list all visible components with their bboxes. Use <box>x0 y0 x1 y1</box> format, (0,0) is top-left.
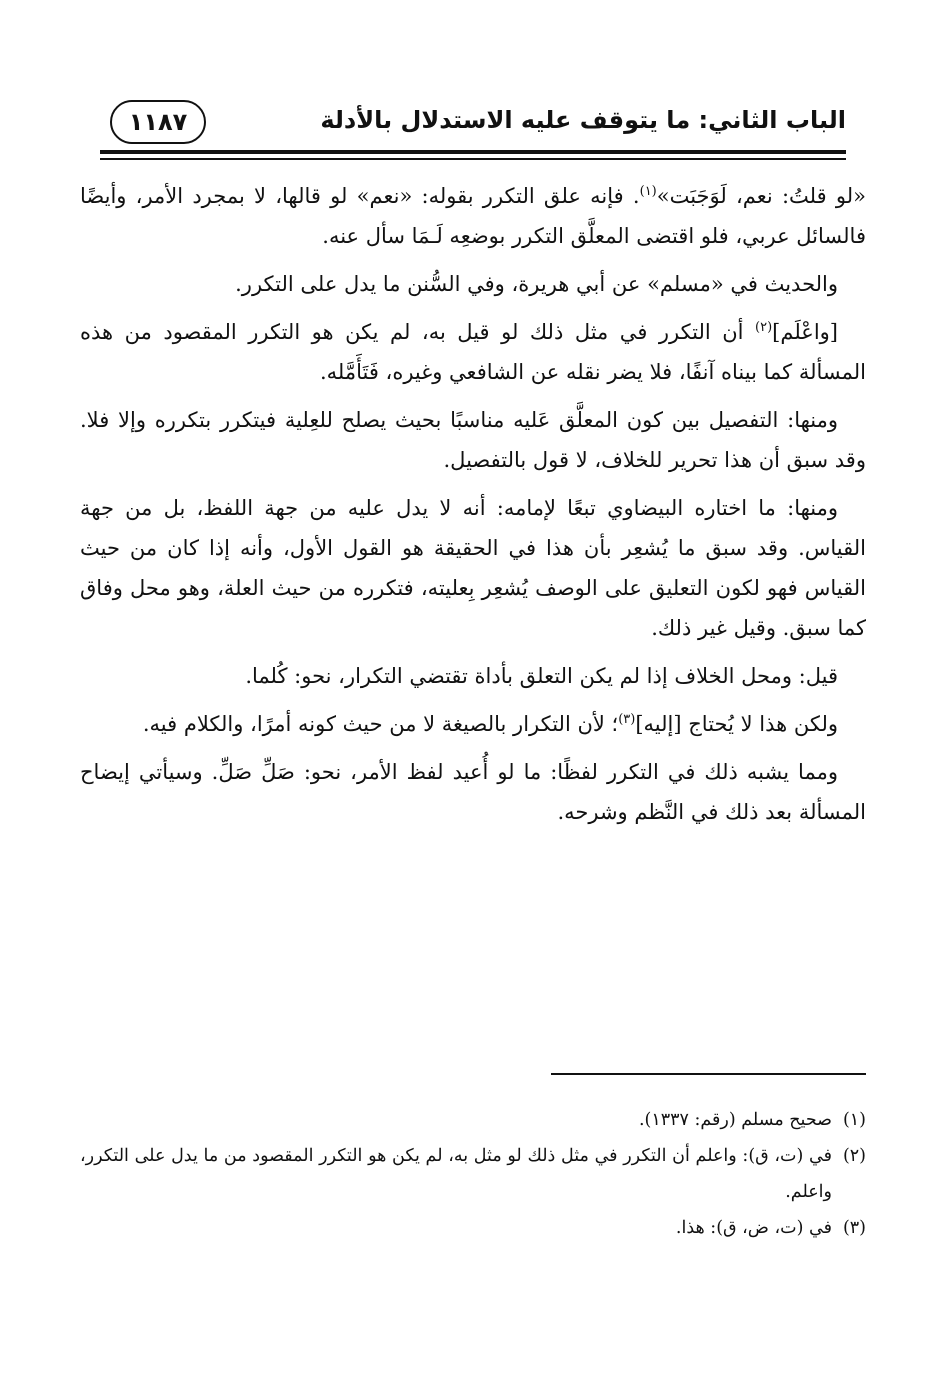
paragraph-6 <box>80 656 866 696</box>
main-text <box>80 176 866 840</box>
page-header <box>100 98 846 148</box>
footnote-1 <box>80 1102 866 1138</box>
footnote-ref-1: (١) <box>639 184 657 199</box>
paragraph-4-text: ومنها: التفصيل بين كون المعلَّق عَليه مناسبًا بحيث يصلح للعِلية فيتكرر بتكرره وإلا فلا. وقد سبق أن هذا تحرير للخلاف، لا قول بالتفصيل. <box>80 408 866 472</box>
header-rule-thick <box>100 150 846 154</box>
paragraph-8 <box>80 752 866 832</box>
running-title: الباب الثاني: ما يتوقف عليه الاستدلال بالأدلة <box>320 106 846 134</box>
footnote-1-text: صحيح مسلم (رقم: ١٣٣٧). <box>638 1110 832 1130</box>
footnote-3-text: في (ت، ض، ق): هذا. <box>675 1218 832 1238</box>
footnote-ref-3: (٣) <box>618 712 636 727</box>
paragraph-3-text-b: أن التكرر في مثل ذلك لو قيل به، لم يكن هو التكرر المقصود من هذه المسألة كما بيناه آنفًا، فلا يضر نقله عن الشافعي وغيره، فَتَأَمَّله. <box>80 320 866 384</box>
paragraph-7-text-a: ولكن هذا لا يُحتاج [إليه] <box>635 712 838 736</box>
paragraph-1 <box>80 176 866 256</box>
paragraph-6-text: قيل: ومحل الخلاف إذا لم يكن التعلق بأداة تقتضي التكرار، نحو: كُلما. <box>245 664 838 688</box>
header-rule-thin <box>100 158 846 160</box>
page-number-badge: ١١٨٧ <box>110 100 206 144</box>
footnotes <box>80 1102 866 1246</box>
paragraph-7 <box>80 704 866 744</box>
footnote-1-number: (١) <box>842 1110 866 1130</box>
paragraph-5-text: ومنها: ما اختاره البيضاوي تبعًا لإمامه: أنه لا يدل عليه من جهة اللفظ، بل من جهة القياس. وقد سبق ما يُشعِر بأن هذا في الحقيقة هو القول الأول، وأنه إذا كان من حيث القياس فهو لكون التعليق على الوصف يُشعِر بِعليته، فتكرره من حيث العلة، وهو محل وفاق كما سبق. وقيل غير ذلك. <box>80 496 866 640</box>
paragraph-1-text-a: «لو قلتُ: نعم، لَوَجَبَت» <box>656 184 866 208</box>
paragraph-8-text: ومما يشبه ذلك في التكرر لفظًا: ما لو أُعيد لفظ الأمر، نحو: صَلِّ صَلِّ. وسيأتي إيضاح المسألة بعد ذلك في النَّظم وشرحه. <box>80 760 866 824</box>
paragraph-3 <box>80 312 866 392</box>
paragraph-5 <box>80 488 866 648</box>
paragraph-4 <box>80 400 866 480</box>
footnote-2-number: (٢) <box>842 1146 866 1166</box>
footnote-3-number: (٣) <box>842 1218 866 1238</box>
paragraph-7-text-b: ؛ لأن التكرار بالصيغة لا من حيث كونه أمرًا، والكلام فيه. <box>142 712 619 736</box>
footnote-ref-2: (٢) <box>755 320 773 335</box>
paragraph-1-text-b: . فإنه علق التكرر بقوله: «نعم» لو قالها، لا بمجرد الأمر، وأيضًا فالسائل عربي، فلو اقتضى المعلَّق التكرر بوضعِه لَـمَا سأل عنه. <box>80 184 866 248</box>
footnote-3 <box>80 1210 866 1246</box>
footnote-2 <box>80 1138 866 1210</box>
paragraph-2 <box>80 264 866 304</box>
footnote-2-text: في (ت، ق): واعلم أن التكرر في مثل ذلك لو مثل به، لم يكن هو التكرر المقصود من ما يدل على التكرر، واعلم. <box>80 1146 832 1202</box>
footnote-separator <box>551 1073 866 1075</box>
paragraph-3-text-a: [واعْلَم] <box>772 320 838 344</box>
paragraph-2-text: والحديث في «مسلم» عن أبي هريرة، وفي السُّنن ما يدل على التكرر. <box>235 272 838 296</box>
